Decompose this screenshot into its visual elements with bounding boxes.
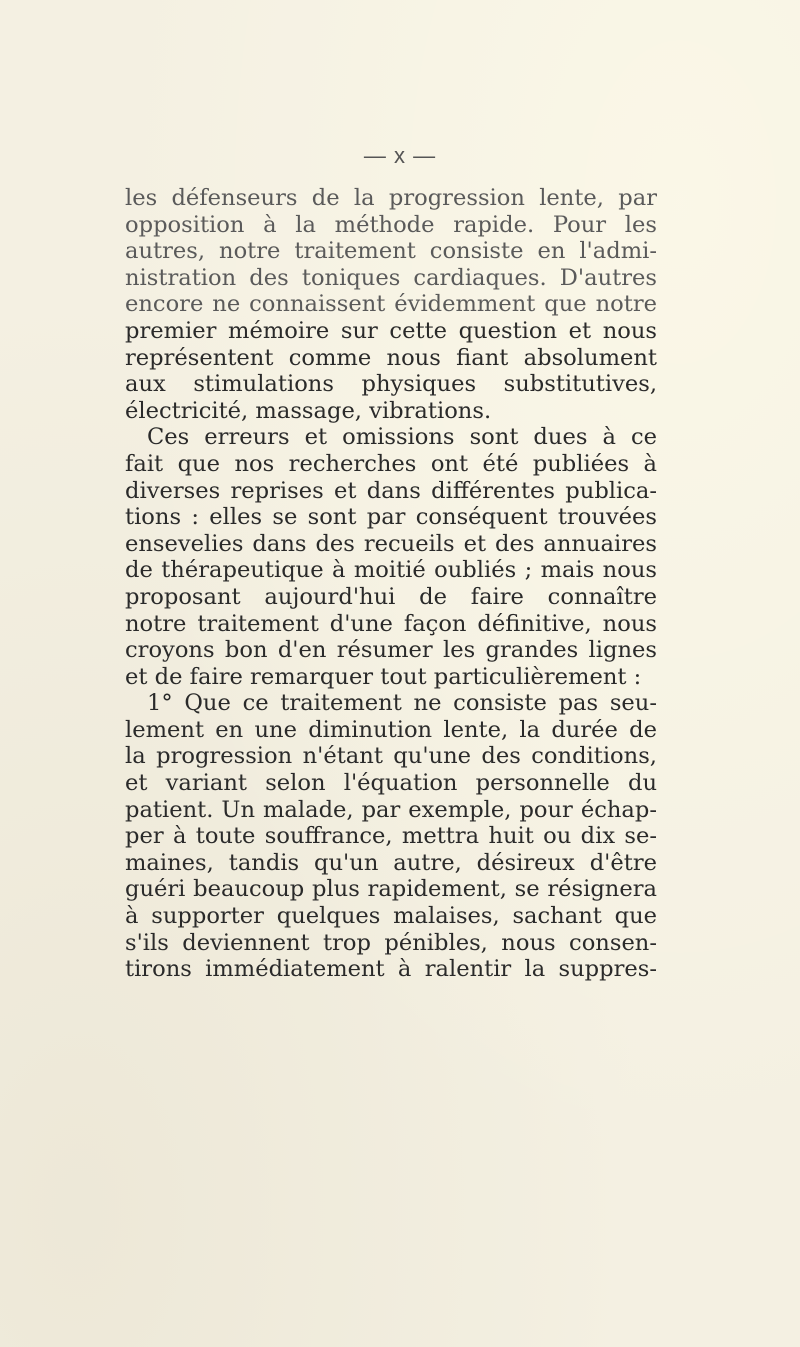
text-line: aux stimulations physiques substitutives, [125,371,657,398]
text-line: électricité, massage, vibrations. [125,397,492,424]
text-line: représentent comme nous fiant absolument [125,344,657,371]
text-line: opposition à la méthode rapide. Pour les [125,211,657,238]
text-line: la progression n'étant qu'une des conditions, [125,743,657,770]
text-line: guéri beaucoup plus rapidement, se résignera [125,876,657,903]
running-head-page-number: — x — [363,143,437,168]
text-line: s'ils deviennent trop pénibles, nous consen- [125,929,657,956]
text-line: diverses reprises et dans différentes publica- [125,477,657,504]
text-line: per à toute souffrance, mettra huit ou dix se- [125,823,657,850]
text-line: nistration des toniques cardiaques. D'autres [125,264,657,291]
text-line: ensevelies dans des recueils et des annuaires [125,530,657,557]
text-line: autres, notre traitement consiste en l'admi- [125,238,657,265]
text-line: 1° Que ce traitement ne consiste pas seu- [147,690,657,717]
text-line: tions : elles se sont par conséquent trouvées [125,504,657,531]
text-line: et variant selon l'équation personnelle du [125,770,657,797]
text-line: proposant aujourd'hui de faire connaître [125,583,657,610]
text-line: à supporter quelques malaises, sachant que [125,903,657,930]
text-line: lement en une diminution lente, la durée de [125,716,657,743]
text-line: Ces erreurs et omissions sont dues à ce [147,424,657,451]
text-line: fait que nos recherches ont été publiées à [125,450,657,477]
text-line: notre traitement d'une façon définitive, nous [125,610,657,637]
text-line: encore ne connaissent évidemment que notre [125,291,657,318]
text-line: croyons bon d'en résumer les grandes lignes [125,637,657,664]
text-line: tirons immédiatement à ralentir la suppres- [125,956,657,983]
text-line: patient. Un malade, par exemple, pour échap- [125,796,657,823]
text-line: les défenseurs de la progression lente, par [125,185,657,211]
text-line: de thérapeutique à moitié oubliés ; mais nous [125,557,657,584]
text-line: et de faire remarquer tout particulièrement : [125,663,642,690]
body-text [125,185,657,983]
text-line: maines, tandis qu'un autre, désireux d'être [125,849,657,876]
text-line: premier mémoire sur cette question et nous [125,317,657,344]
